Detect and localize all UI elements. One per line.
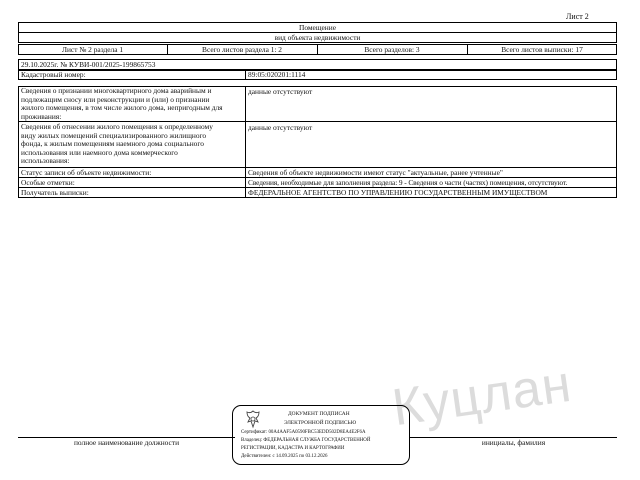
watermark-logo: [388, 354, 576, 438]
cadastral-label: Кадастровый номер:: [21, 70, 86, 79]
specialized-fund-label: [21, 123, 243, 166]
page-label: Лист 2: [566, 12, 589, 21]
sheet-number: Лист № 2 раздела 1: [61, 45, 124, 54]
emergency-status-value: данные отсутствуют: [248, 87, 313, 96]
label-line: Сведения об отнесении жилого помещения к определенному: [21, 122, 213, 131]
label-line: жилого помещения, в том числе жилого дома, непригодным для: [21, 103, 223, 113]
emergency-status-label: [21, 87, 243, 121]
special-notes-label: Особые отметки:: [21, 178, 75, 187]
recipient-value: ФЕДЕРАЛЬНОЕ АГЕНТСТВО ПО УПРАВЛЕНИЮ ГОСУДАРСТВЕННЫМ ИМУЩЕСТВОМ: [248, 188, 548, 197]
stamp-certificate: Сертификат: 00A4AAF5A0590FBC53EDD502D8EA4E2F6A: [241, 430, 366, 435]
label-line: проживания:: [21, 111, 62, 121]
stamp-validity: Действителен: с 14.09.2025 по 03.12.2026: [241, 454, 328, 459]
coat-of-arms-icon: [242, 409, 264, 431]
extract-sheets-total: Всего листов выписки: 17: [501, 45, 583, 54]
electronic-signature-stamp: [232, 405, 410, 465]
record-status-label: Статус записи об объекте недвижимости:: [21, 168, 152, 177]
label-line: подлежащим сносу или реконструкции и (или) о признании: [21, 94, 210, 104]
cadastral-number: 89:05:020201:1114: [248, 70, 306, 79]
header-subtitle: вид объекта недвижимости: [274, 33, 361, 42]
position-label: полное наименование должности: [73, 438, 180, 447]
label-line: Сведения о признании многоквартирного дома аварийным и: [21, 86, 212, 95]
header-title: Помещение: [298, 23, 336, 32]
sheets-in-section: Всего листов раздела 1: 2: [202, 45, 282, 54]
watermark-text: Куцлан: [388, 354, 576, 438]
record-number: 29.10.2025г. № КУВИ-001/2025-199865753: [21, 60, 156, 69]
label-line: виду жилых помещений специализированного жилищного: [21, 130, 207, 140]
stamp-owner-line2: РЕГИСТРАЦИИ, КАДАСТРА И КАРТОГРАФИИ: [241, 446, 345, 451]
specialized-fund-value: данные отсутствуют: [248, 123, 313, 132]
stamp-subtitle: ЭЛЕКТРОННОЙ ПОДПИСЬЮ: [284, 420, 357, 426]
stamp-title: ДОКУМЕНТ ПОДПИСАН: [288, 411, 350, 417]
special-notes-value: Сведения, необходимые для заполнения раздела: 9 - Сведения о части (частях) помещения, отсутствуют.: [248, 178, 568, 187]
label-line: использования:: [21, 156, 70, 166]
initials-label: инициалы, фамилия: [481, 438, 546, 447]
label-line: использования или наемного дома коммерческого: [21, 147, 178, 157]
record-status-value: Сведения об объекте недвижимости имеют статус "актуальные, ранее учтенные": [248, 168, 503, 177]
cadastral-row: [18, 70, 617, 80]
recipient-label: Получатель выписки:: [21, 188, 89, 197]
sections-total: Всего разделов: 3: [364, 45, 420, 54]
label-line: фонда, к жилым помещениям наемного дома социального: [21, 139, 204, 149]
stamp-owner-line1: Владелец: ФЕДЕРАЛЬНАЯ СЛУЖБА ГОСУДАРСТВЕННОЙ: [241, 438, 371, 443]
